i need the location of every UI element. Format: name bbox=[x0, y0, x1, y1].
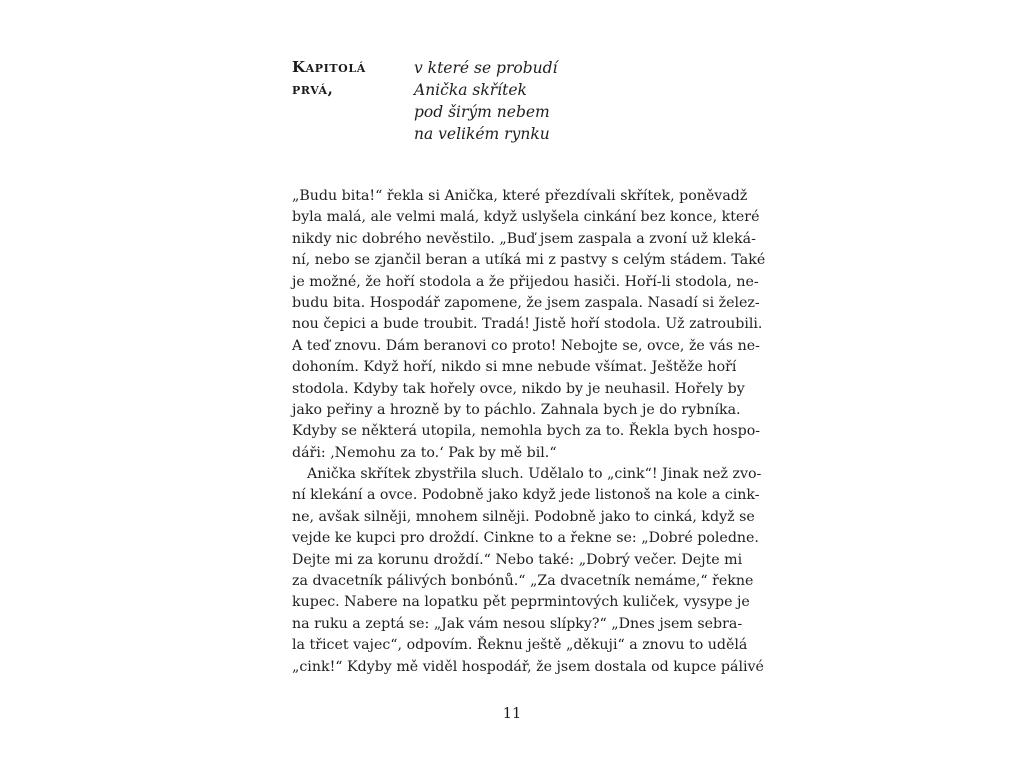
text-line: kupec. Nabere na lopatku pět peprmintových kuliček, vysype je bbox=[292, 594, 750, 611]
text-line: na ruku a zeptá se: „Jak vám nesou slípky?“ „Dnes jsem sebra- bbox=[292, 615, 743, 632]
chapter-heading-line: Kapitolá bbox=[292, 58, 366, 76]
text-line: budu bita. Hospodář zapomene, že jsem zaspala. Nasadí si želez- bbox=[292, 294, 760, 311]
text-line: „Budu bita!“ řekla si Anička, které přezdívali skřítek, poněvadž bbox=[292, 188, 748, 204]
text-line: za dvacetník pálivých bonbónů.“ „Za dvacetník nemáme,“ řekne bbox=[292, 573, 754, 590]
text-line: nou čepici a bude troubit. Tradá! Jistě hoří stodola. Už zatroubili. bbox=[292, 316, 763, 333]
text-line: ní klekání a ovce. Podobně jako když jede listonoš na kole a cink- bbox=[292, 487, 760, 504]
text-line: vejde ke kupci pro droždí. Cinkne to a řekne se: „Dobré poledne. bbox=[292, 530, 759, 547]
body-text bbox=[292, 186, 766, 678]
chapter-subtitle bbox=[414, 57, 558, 145]
text-line: je možné, že hoří stodola a že přijedou hasiči. Hoří-li stodola, ne- bbox=[292, 273, 759, 290]
chapter-subtitle-line: pod širým nebem bbox=[414, 103, 550, 121]
text-line: Anička skřítek zbystřila sluch. Udělalo to „cink“! Jinak než zvo- bbox=[307, 466, 762, 483]
page-number: 11 bbox=[502, 706, 522, 722]
text-line: Kdyby se některá utopila, nemohla bych za to. Řekla bych hospo- bbox=[292, 423, 761, 440]
text-line: la třicet vajec“, odpovím. Řeknu ještě „děkuji“ a znovu to udělá bbox=[292, 637, 748, 654]
chapter-subtitle-line: Anička skřítek bbox=[414, 81, 527, 99]
text-line: „cink!“ Kdyby mě viděl hospodář, že jsem dostala od kupce pálivé bbox=[292, 658, 764, 675]
text-line: dohoním. Když hoří, nikdo si mne nebude všímat. Ještěže hoří bbox=[292, 359, 737, 376]
text-line: byla malá, ale velmi malá, když uslyšela cinkání bez konce, které bbox=[292, 209, 760, 226]
text-line: stodola. Kdyby tak hořely ovce, nikdo by je neuhasil. Hořely by bbox=[292, 380, 745, 397]
chapter-subtitle-line: na velikém rynku bbox=[414, 125, 550, 143]
text-line: A teď znovu. Dám beranovi co proto! Nebojte se, ovce, že vás ne- bbox=[292, 337, 760, 354]
chapter-heading-line: prvá, bbox=[292, 80, 334, 98]
text-line: Dejte mi za korunu droždí.“ Nebo také: „Dobrý večer. Dejte mi bbox=[292, 551, 743, 568]
text-line: ne, avšak silněji, mnohem silněji. Podobně jako to cinká, když se bbox=[292, 508, 755, 525]
text-line: jako peřiny a hrozně by to páchlo. Zahnala bych je do rybníka. bbox=[292, 401, 741, 418]
text-line: dáři: ‚Nemohu za to.‘ Pak by mě bil.“ bbox=[292, 444, 557, 461]
text-line: ní, nebo se zjančil beran a utíká mi z pastvy s celým stádem. Také bbox=[292, 252, 766, 269]
text-line: nikdy nic dobrého nevěstilo. „Buď jsem zaspala a zvoní už kleká- bbox=[292, 230, 756, 247]
chapter-heading bbox=[292, 56, 366, 100]
chapter-subtitle-line: v které se probudí bbox=[414, 59, 558, 77]
